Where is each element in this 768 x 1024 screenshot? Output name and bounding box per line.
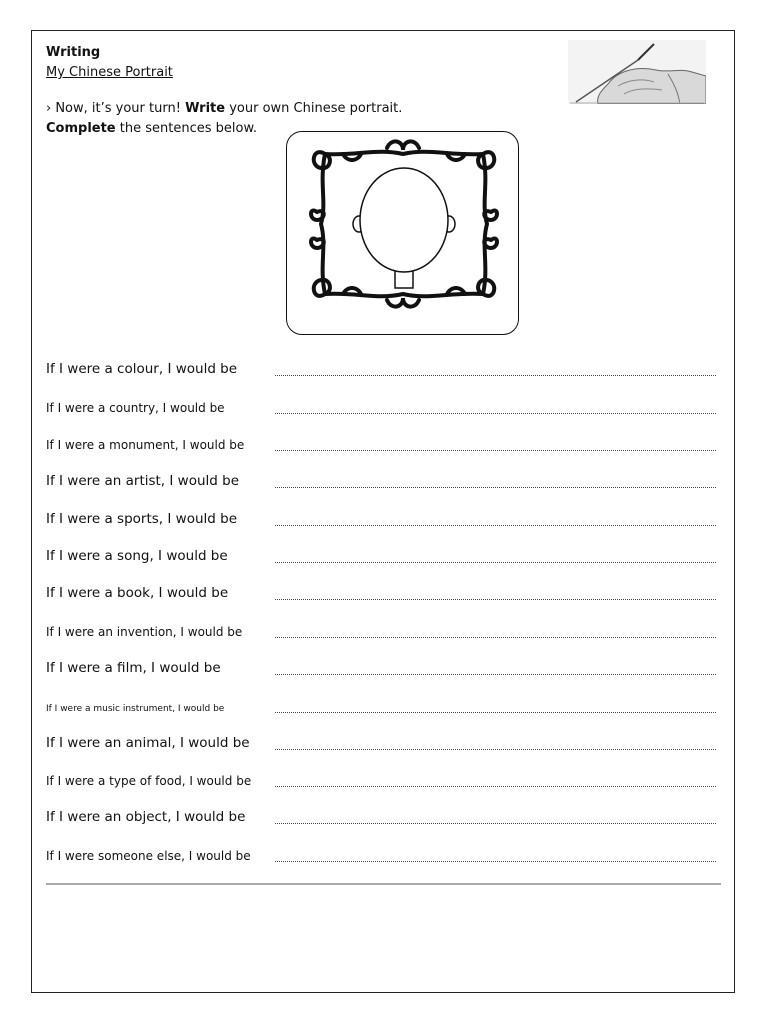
hand-writing-icon bbox=[568, 40, 706, 104]
sentence-label: If I were a colour, I would be bbox=[46, 361, 238, 377]
sentence-label: If I were an artist, I would be bbox=[46, 473, 240, 489]
answer-line[interactable] bbox=[275, 599, 716, 600]
answer-line[interactable] bbox=[275, 413, 716, 414]
sentence-row bbox=[46, 771, 716, 791]
sentence-row bbox=[46, 659, 716, 679]
sentence-label: If I were a monument, I would be bbox=[46, 438, 245, 452]
answer-line[interactable] bbox=[275, 861, 716, 862]
answer-line[interactable] bbox=[275, 712, 716, 713]
sentence-row bbox=[46, 697, 716, 717]
answer-line[interactable] bbox=[275, 450, 716, 451]
sentence-row bbox=[46, 808, 716, 828]
instruction-line-1 bbox=[46, 101, 402, 116]
sentence-row bbox=[46, 360, 716, 380]
section-title: Writing bbox=[46, 45, 101, 60]
answer-line[interactable] bbox=[275, 823, 716, 824]
sentence-label: If I were a book, I would be bbox=[46, 585, 229, 601]
sentence-label: If I were someone else, I would be bbox=[46, 849, 251, 863]
sentence-row bbox=[46, 435, 716, 455]
sentence-label: If I were a sports, I would be bbox=[46, 511, 237, 527]
sentence-label: If I were a film, I would be bbox=[46, 660, 221, 676]
sentence-label: If I were a type of food, I would be bbox=[46, 774, 252, 788]
answer-line[interactable] bbox=[275, 674, 716, 675]
sentence-label: If I were an object, I would be bbox=[46, 809, 246, 825]
portrait-frame bbox=[286, 131, 519, 335]
answer-line[interactable] bbox=[275, 375, 716, 376]
sentence-row bbox=[46, 398, 716, 418]
instruction-1-suffix: your own Chinese portrait. bbox=[225, 101, 403, 116]
answer-line[interactable] bbox=[275, 487, 716, 488]
answer-line[interactable] bbox=[275, 786, 716, 787]
instruction-2-bold: Complete bbox=[46, 121, 116, 136]
sentence-row bbox=[46, 734, 716, 754]
bottom-divider bbox=[46, 883, 721, 885]
sentence-label: If I were an invention, I would be bbox=[46, 625, 243, 639]
sentence-label: If I were a music instrument, I would be bbox=[46, 704, 225, 714]
instruction-line-2 bbox=[46, 121, 257, 136]
sentence-row bbox=[46, 510, 716, 530]
sentence-label: If I were a country, I would be bbox=[46, 401, 225, 415]
answer-line[interactable] bbox=[275, 525, 716, 526]
instruction-2-suffix: the sentences below. bbox=[115, 121, 258, 136]
answer-line[interactable] bbox=[275, 637, 716, 638]
answer-line[interactable] bbox=[275, 562, 716, 563]
instruction-1-bold: Write bbox=[185, 101, 226, 116]
sentence-row bbox=[46, 584, 716, 604]
sentence-row bbox=[46, 472, 716, 492]
worksheet-subtitle: My Chinese Portrait bbox=[46, 65, 173, 80]
sentence-row bbox=[46, 547, 716, 567]
sentence-row bbox=[46, 846, 716, 866]
sentence-row bbox=[46, 622, 716, 642]
sentence-label: If I were an animal, I would be bbox=[46, 735, 250, 751]
sentence-label: If I were a song, I would be bbox=[46, 548, 228, 564]
answer-line[interactable] bbox=[275, 749, 716, 750]
instruction-1-prefix: › Now, it’s your turn! bbox=[46, 101, 186, 116]
ornate-frame-icon bbox=[287, 132, 520, 336]
